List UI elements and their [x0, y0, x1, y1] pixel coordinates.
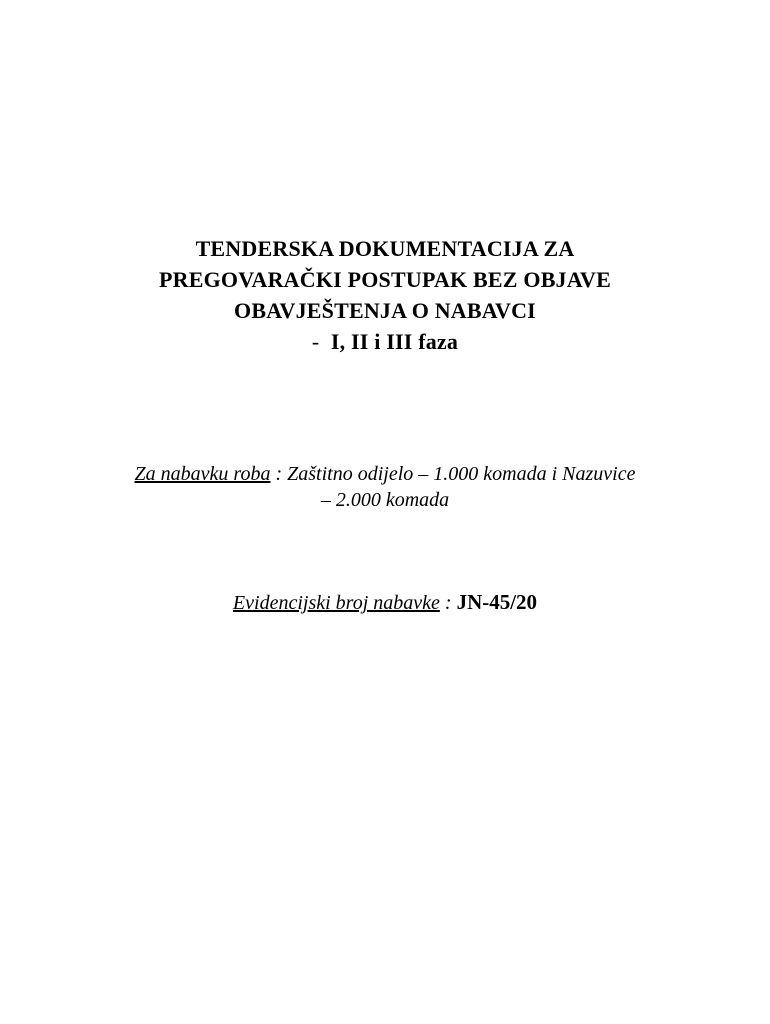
phase-dash: -: [311, 329, 320, 354]
evidence-value: JN-45/20: [456, 590, 538, 614]
evidence-label: Evidencijski broj nabavke: [232, 592, 440, 614]
subject-line-2: – 2.000 komada: [320, 489, 450, 511]
subject-text-line-1: Zaštitno odijelo – 1.000 komada i Nazuvice: [287, 463, 636, 485]
title-line-3: OBAVJEŠTENJA O NABAVCI: [234, 298, 536, 323]
evidence-number: [0, 589, 770, 616]
subject-line-1: [0, 461, 770, 487]
title-line-2: PREGOVARAČKI POSTUPAK BEZ OBJAVE: [159, 267, 611, 292]
title-line-1: TENDERSKA DOKUMENTACIJA ZA: [195, 236, 575, 261]
document-title: [0, 233, 770, 357]
phase-line: [0, 326, 770, 357]
phase-text: I, II i III faza: [330, 329, 459, 354]
subject-separator: :: [270, 463, 288, 485]
subject-label: Za nabavku roba: [134, 463, 271, 485]
procurement-subject: [0, 461, 770, 513]
evidence-separator: :: [439, 592, 457, 614]
